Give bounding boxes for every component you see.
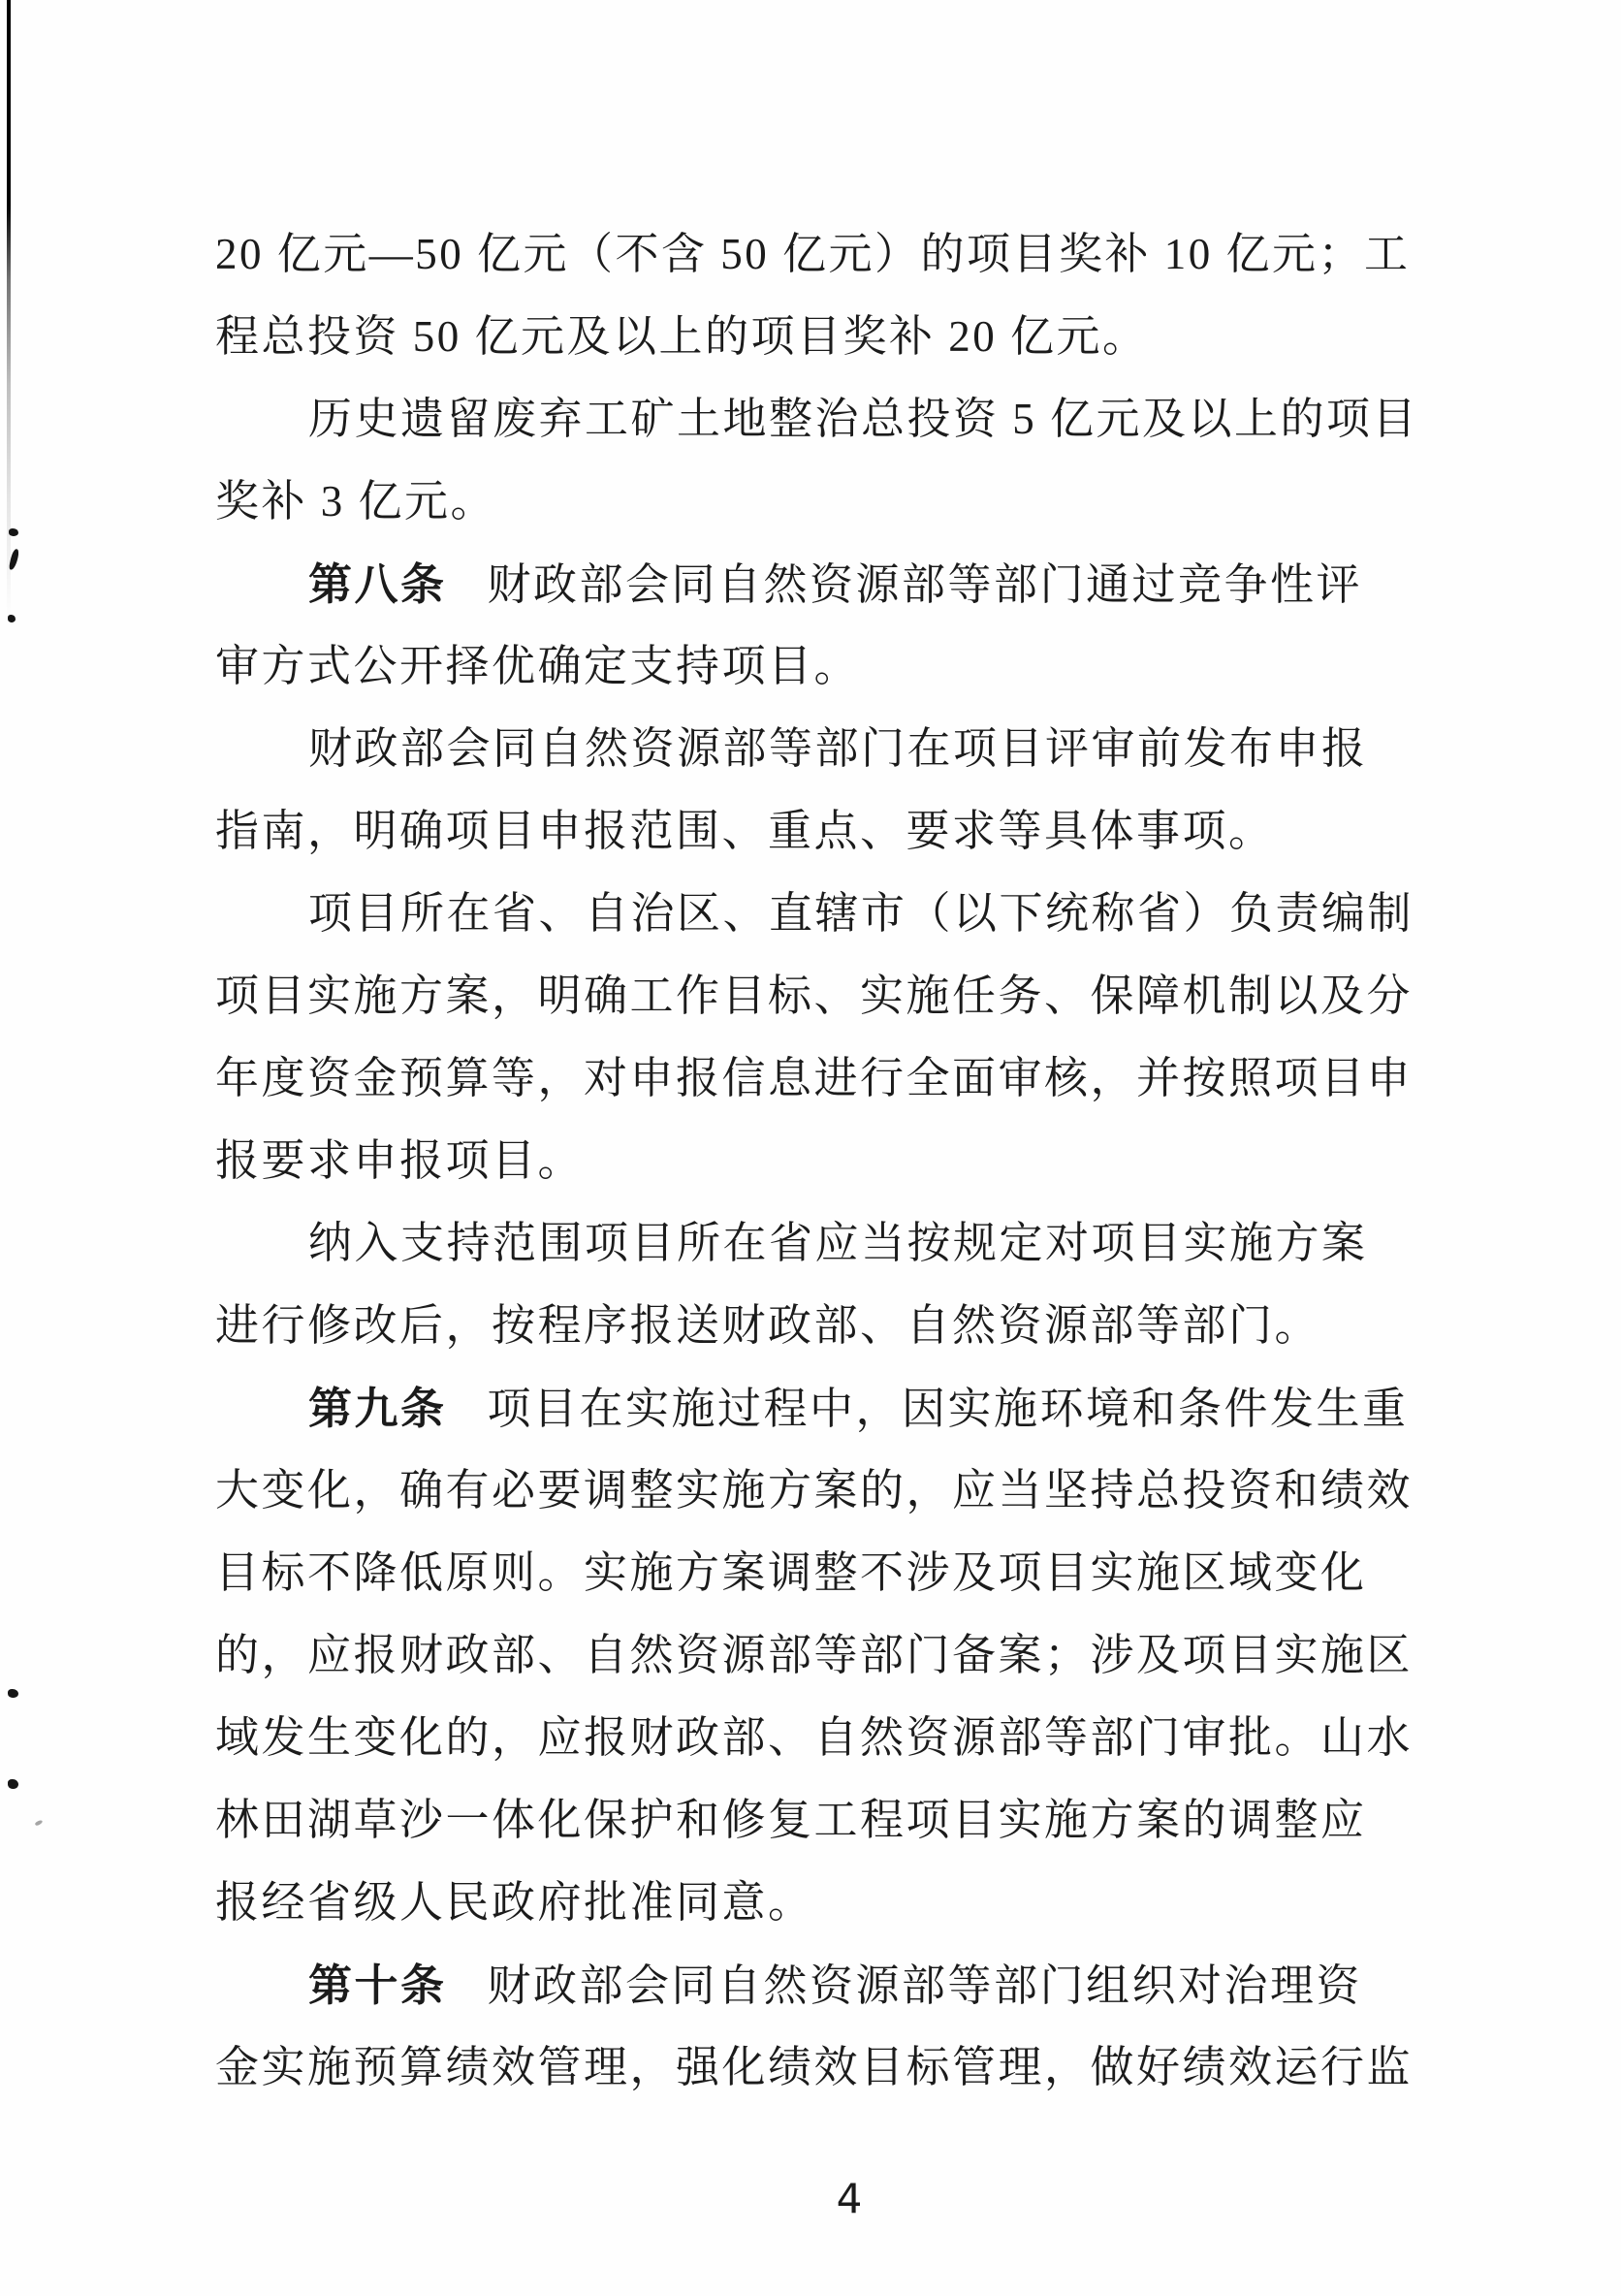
line-text: 财政部会同自然资源部等部门组织对治理资 — [487, 1961, 1363, 2010]
text-line-17 — [215, 1532, 1427, 1614]
scan-ink-mark — [8, 1689, 18, 1698]
text-line-2 — [215, 296, 1427, 378]
line-text: 目标不降低原则。实施方案调整不涉及项目实施区域变化 — [215, 1548, 1367, 1597]
line-text: 的，应报财政部、自然资源部等部门备案；涉及项目实施区 — [215, 1631, 1414, 1679]
text-line-10 — [215, 955, 1427, 1037]
text-line-23 — [215, 2026, 1427, 2109]
line-text: 财政部会同自然资源部等部门通过竞争性评 — [487, 560, 1363, 609]
text-line-13 — [215, 1202, 1427, 1285]
line-text: 报经省级人民政府批准同意。 — [215, 1878, 814, 1927]
text-line-1 — [215, 213, 1427, 296]
line-text: 20 亿元—50 亿元（不含 50 亿元）的项目奖补 10 亿元；工 — [215, 230, 1411, 278]
text-line-15 — [215, 1367, 1427, 1450]
text-line-19 — [215, 1697, 1427, 1779]
line-text: 报要求申报项目。 — [215, 1136, 585, 1185]
line-text: 项目实施方案，明确工作目标、实施任务、保障机制以及分 — [215, 972, 1414, 1020]
page-number: 4 — [836, 2175, 863, 2222]
text-line-4 — [215, 461, 1427, 543]
line-text: 进行修改后，按程序报送财政部、自然资源部等部门。 — [215, 1301, 1321, 1350]
line-text: 金实施预算绩效管理，强化绩效目标管理，做好绩效运行监 — [215, 2043, 1414, 2091]
scan-ink-mark — [8, 1779, 18, 1789]
line-text: 程总投资 50 亿元及以上的项目奖补 20 亿元。 — [215, 312, 1149, 361]
line-text: 审方式公开择优确定支持项目。 — [215, 642, 861, 690]
line-text: 历史遗留废弃工矿土地整治总投资 5 亿元及以上的项目 — [308, 395, 1419, 443]
line-text: 林田湖草沙一体化保护和修复工程项目实施方案的调整应 — [215, 1796, 1367, 1844]
text-line-8 — [215, 790, 1427, 873]
text-line-3 — [215, 378, 1427, 461]
article-heading: 第十条 — [308, 1961, 447, 2010]
text-line-21 — [215, 1862, 1427, 1944]
text-line-7 — [215, 708, 1427, 790]
line-text: 财政部会同自然资源部等部门在项目评审前发布申报 — [308, 724, 1368, 773]
scan-ink-mark — [8, 615, 16, 622]
text-line-12 — [215, 1120, 1427, 1202]
line-text: 域发生变化的，应报财政部、自然资源部等部门审批。山水 — [215, 1713, 1414, 1762]
line-text: 大变化，确有必要调整实施方案的，应当坚持总投资和绩效 — [215, 1466, 1414, 1515]
line-text: 纳入支持范围项目所在省应当按规定对项目实施方案 — [308, 1219, 1368, 1267]
line-text: 项目所在省、自治区、直辖市（以下统称省）负责编制 — [308, 889, 1414, 938]
scan-ink-mark — [35, 1819, 44, 1826]
line-text: 指南，明确项目申报范围、重点、要求等具体事项。 — [215, 807, 1275, 855]
article-heading: 第八条 — [308, 559, 447, 609]
text-line-20 — [215, 1779, 1427, 1862]
line-text: 项目在实施过程中，因实施环境和条件发生重 — [487, 1385, 1409, 1433]
line-text: 奖补 3 亿元。 — [215, 477, 497, 526]
text-line-22 — [215, 1944, 1427, 2026]
scan-edge-line-artifact — [7, 0, 11, 621]
text-line-5 — [215, 543, 1427, 625]
text-line-9 — [215, 873, 1427, 955]
text-line-11 — [215, 1037, 1427, 1120]
text-line-14 — [215, 1285, 1427, 1367]
scan-ink-mark — [9, 528, 18, 536]
text-line-6 — [215, 625, 1427, 708]
article-heading: 第九条 — [308, 1384, 447, 1433]
text-line-16 — [215, 1450, 1427, 1532]
document-body — [215, 213, 1427, 2109]
line-text: 年度资金预算等，对申报信息进行全面审核，并按照项目申 — [215, 1054, 1414, 1102]
text-line-18 — [215, 1614, 1427, 1697]
